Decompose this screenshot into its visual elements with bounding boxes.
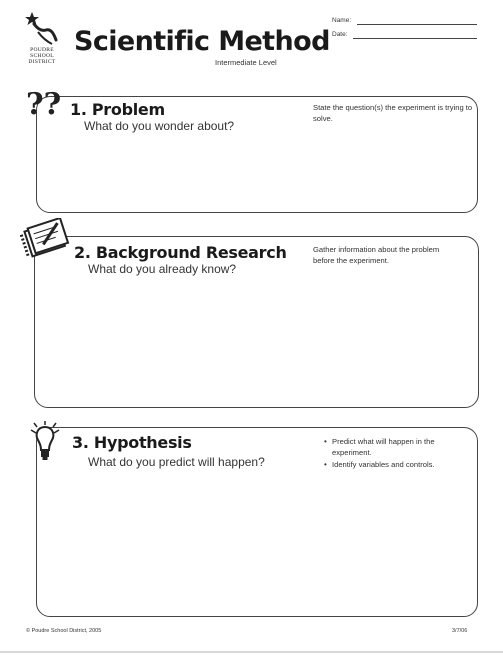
problem-question: What do you wonder about? bbox=[84, 119, 235, 133]
hypothesis-heading: 3. Hypothesis bbox=[72, 433, 192, 452]
hypothesis-bullet: • Predict what will happen in the experiment. bbox=[332, 437, 462, 458]
revision-date: 3/7/06 bbox=[452, 628, 468, 634]
problem-heading: 1. Problem bbox=[70, 100, 165, 119]
page-bottom-rule bbox=[0, 651, 503, 653]
name-label: Name: bbox=[332, 17, 352, 24]
star-swoosh-icon bbox=[22, 10, 62, 50]
background-research-heading: 2. Background Research bbox=[74, 243, 287, 262]
background-research-question: What do you already know? bbox=[88, 262, 237, 276]
name-field[interactable] bbox=[357, 24, 477, 25]
problem-description: State the question(s) the experiment is trying to solve. bbox=[313, 103, 473, 123]
background-research-description: Gather information about the problem before the experiment. bbox=[313, 245, 440, 265]
lightbulb-icon bbox=[28, 420, 62, 469]
svg-text:??: ?? bbox=[26, 88, 62, 120]
page-subtitle: Intermediate Level bbox=[215, 58, 277, 67]
page-title: Scientific Method bbox=[74, 26, 330, 57]
hypothesis-question: What do you predict will happen? bbox=[88, 455, 265, 469]
question-marks-icon bbox=[26, 88, 64, 125]
hypothesis-bullets bbox=[322, 437, 462, 472]
district-logo-text: POUDRE SCHOOL DISTRICT bbox=[28, 47, 56, 65]
hypothesis-bullet: • Identify variables and controls. bbox=[332, 460, 462, 471]
notebook-icon bbox=[16, 218, 72, 267]
date-label: Date: bbox=[332, 31, 348, 38]
copyright-text: © Poudre School District, 2005 bbox=[26, 628, 102, 634]
date-field[interactable] bbox=[353, 38, 477, 39]
